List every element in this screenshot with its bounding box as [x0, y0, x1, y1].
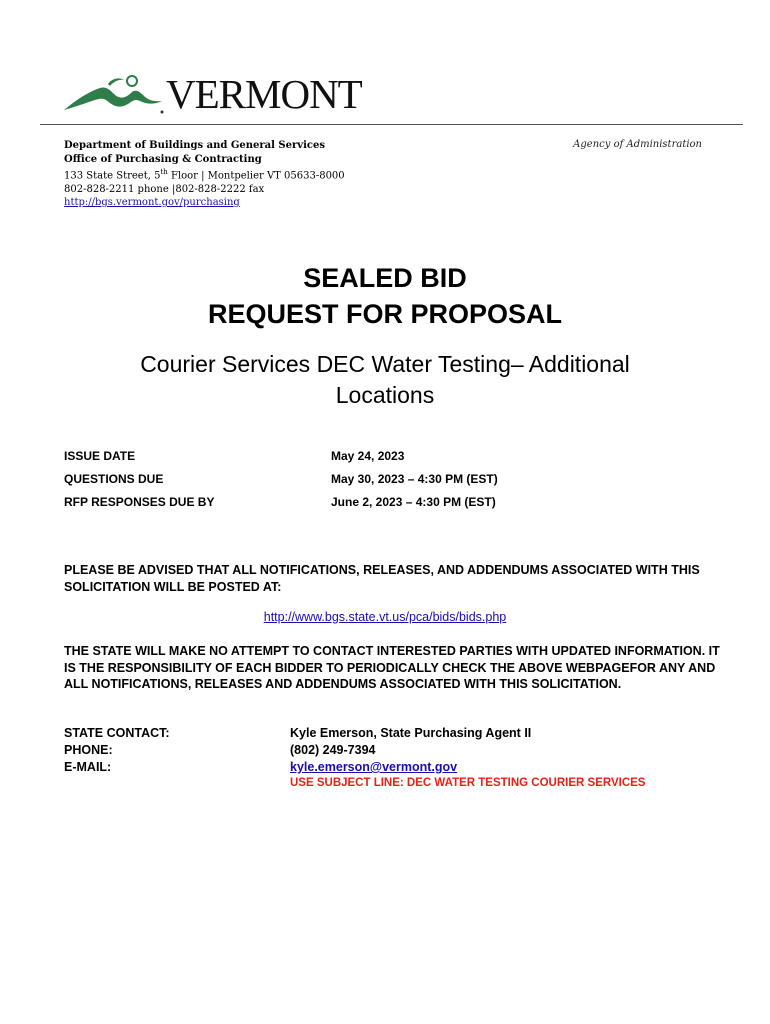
phone-fax: 802-828-2211 phone |802-828-2222 fax [64, 183, 265, 195]
header-divider [40, 124, 743, 125]
street-address: 133 State Street, 5th Floor | Montpelier VT 05633-8000 [64, 168, 345, 182]
department-name: Department of Buildings and General Services [64, 140, 325, 151]
vermont-logo [62, 71, 362, 117]
date-label: RFP RESPONSES DUE BY [64, 495, 215, 509]
mountain-logo-icon [62, 72, 172, 116]
date-label: ISSUE DATE [64, 449, 136, 463]
logo-wordmark: VERMONT [166, 71, 362, 117]
date-label: QUESTIONS DUE [64, 472, 164, 486]
purchasing-website-link[interactable]: http://bgs.vermont.gov/purchasing [64, 197, 240, 209]
bids-url-line [0, 610, 770, 624]
phone-label: PHONE: [64, 743, 113, 757]
department-address-block [64, 139, 345, 210]
date-value: May 30, 2023 – 4:30 PM (EST) [331, 472, 498, 486]
agency-name: Agency of Administration [573, 139, 702, 150]
date-value: June 2, 2023 – 4:30 PM (EST) [331, 495, 496, 509]
phone-value: (802) 249-7394 [290, 743, 376, 757]
contact-label: STATE CONTACT: [64, 726, 170, 740]
bids-page-link[interactable]: http://www.bgs.state.vt.us/pca/bids/bids.php [263, 610, 507, 624]
document-subtitle: Courier Services DEC Water Testing– Additional Locations [140, 351, 630, 408]
email-label: E-MAIL: [64, 760, 112, 774]
email-link[interactable]: kyle.emerson@vermont.gov [290, 760, 458, 774]
document-title-line2: REQUEST FOR PROPOSAL [207, 299, 563, 329]
contact-name: Kyle Emerson, State Purchasing Agent II [290, 726, 532, 740]
subject-line-instruction: USE SUBJECT LINE: DEC WATER TESTING COURIER SERVICES [290, 777, 646, 789]
office-name: Office of Purchasing & Contracting [64, 153, 262, 165]
document-title-line1: SEALED BID [303, 263, 467, 293]
responsibility-notice: THE STATE WILL MAKE NO ATTEMPT TO CONTACT INTERESTED PARTIES WITH UPDATED INFORMATION. IT IS THE RESPONSIBILITY OF EACH BIDDER TO PERIODICALLY CHECK THE ABOVE WEBPAGEFOR ANY AND ALL NOTIFICATIONS, RELEASES AND ADDENDUMS ASSOCIATED WITH THIS SOLICITATION. [64, 644, 720, 691]
posting-notice: PLEASE BE ADVISED THAT ALL NOTIFICATIONS, RELEASES, AND ADDENDUMS ASSOCIATED WITH THIS SOLICITATION WILL BE POSTED AT: [64, 563, 700, 594]
date-value: May 24, 2023 [331, 449, 405, 463]
